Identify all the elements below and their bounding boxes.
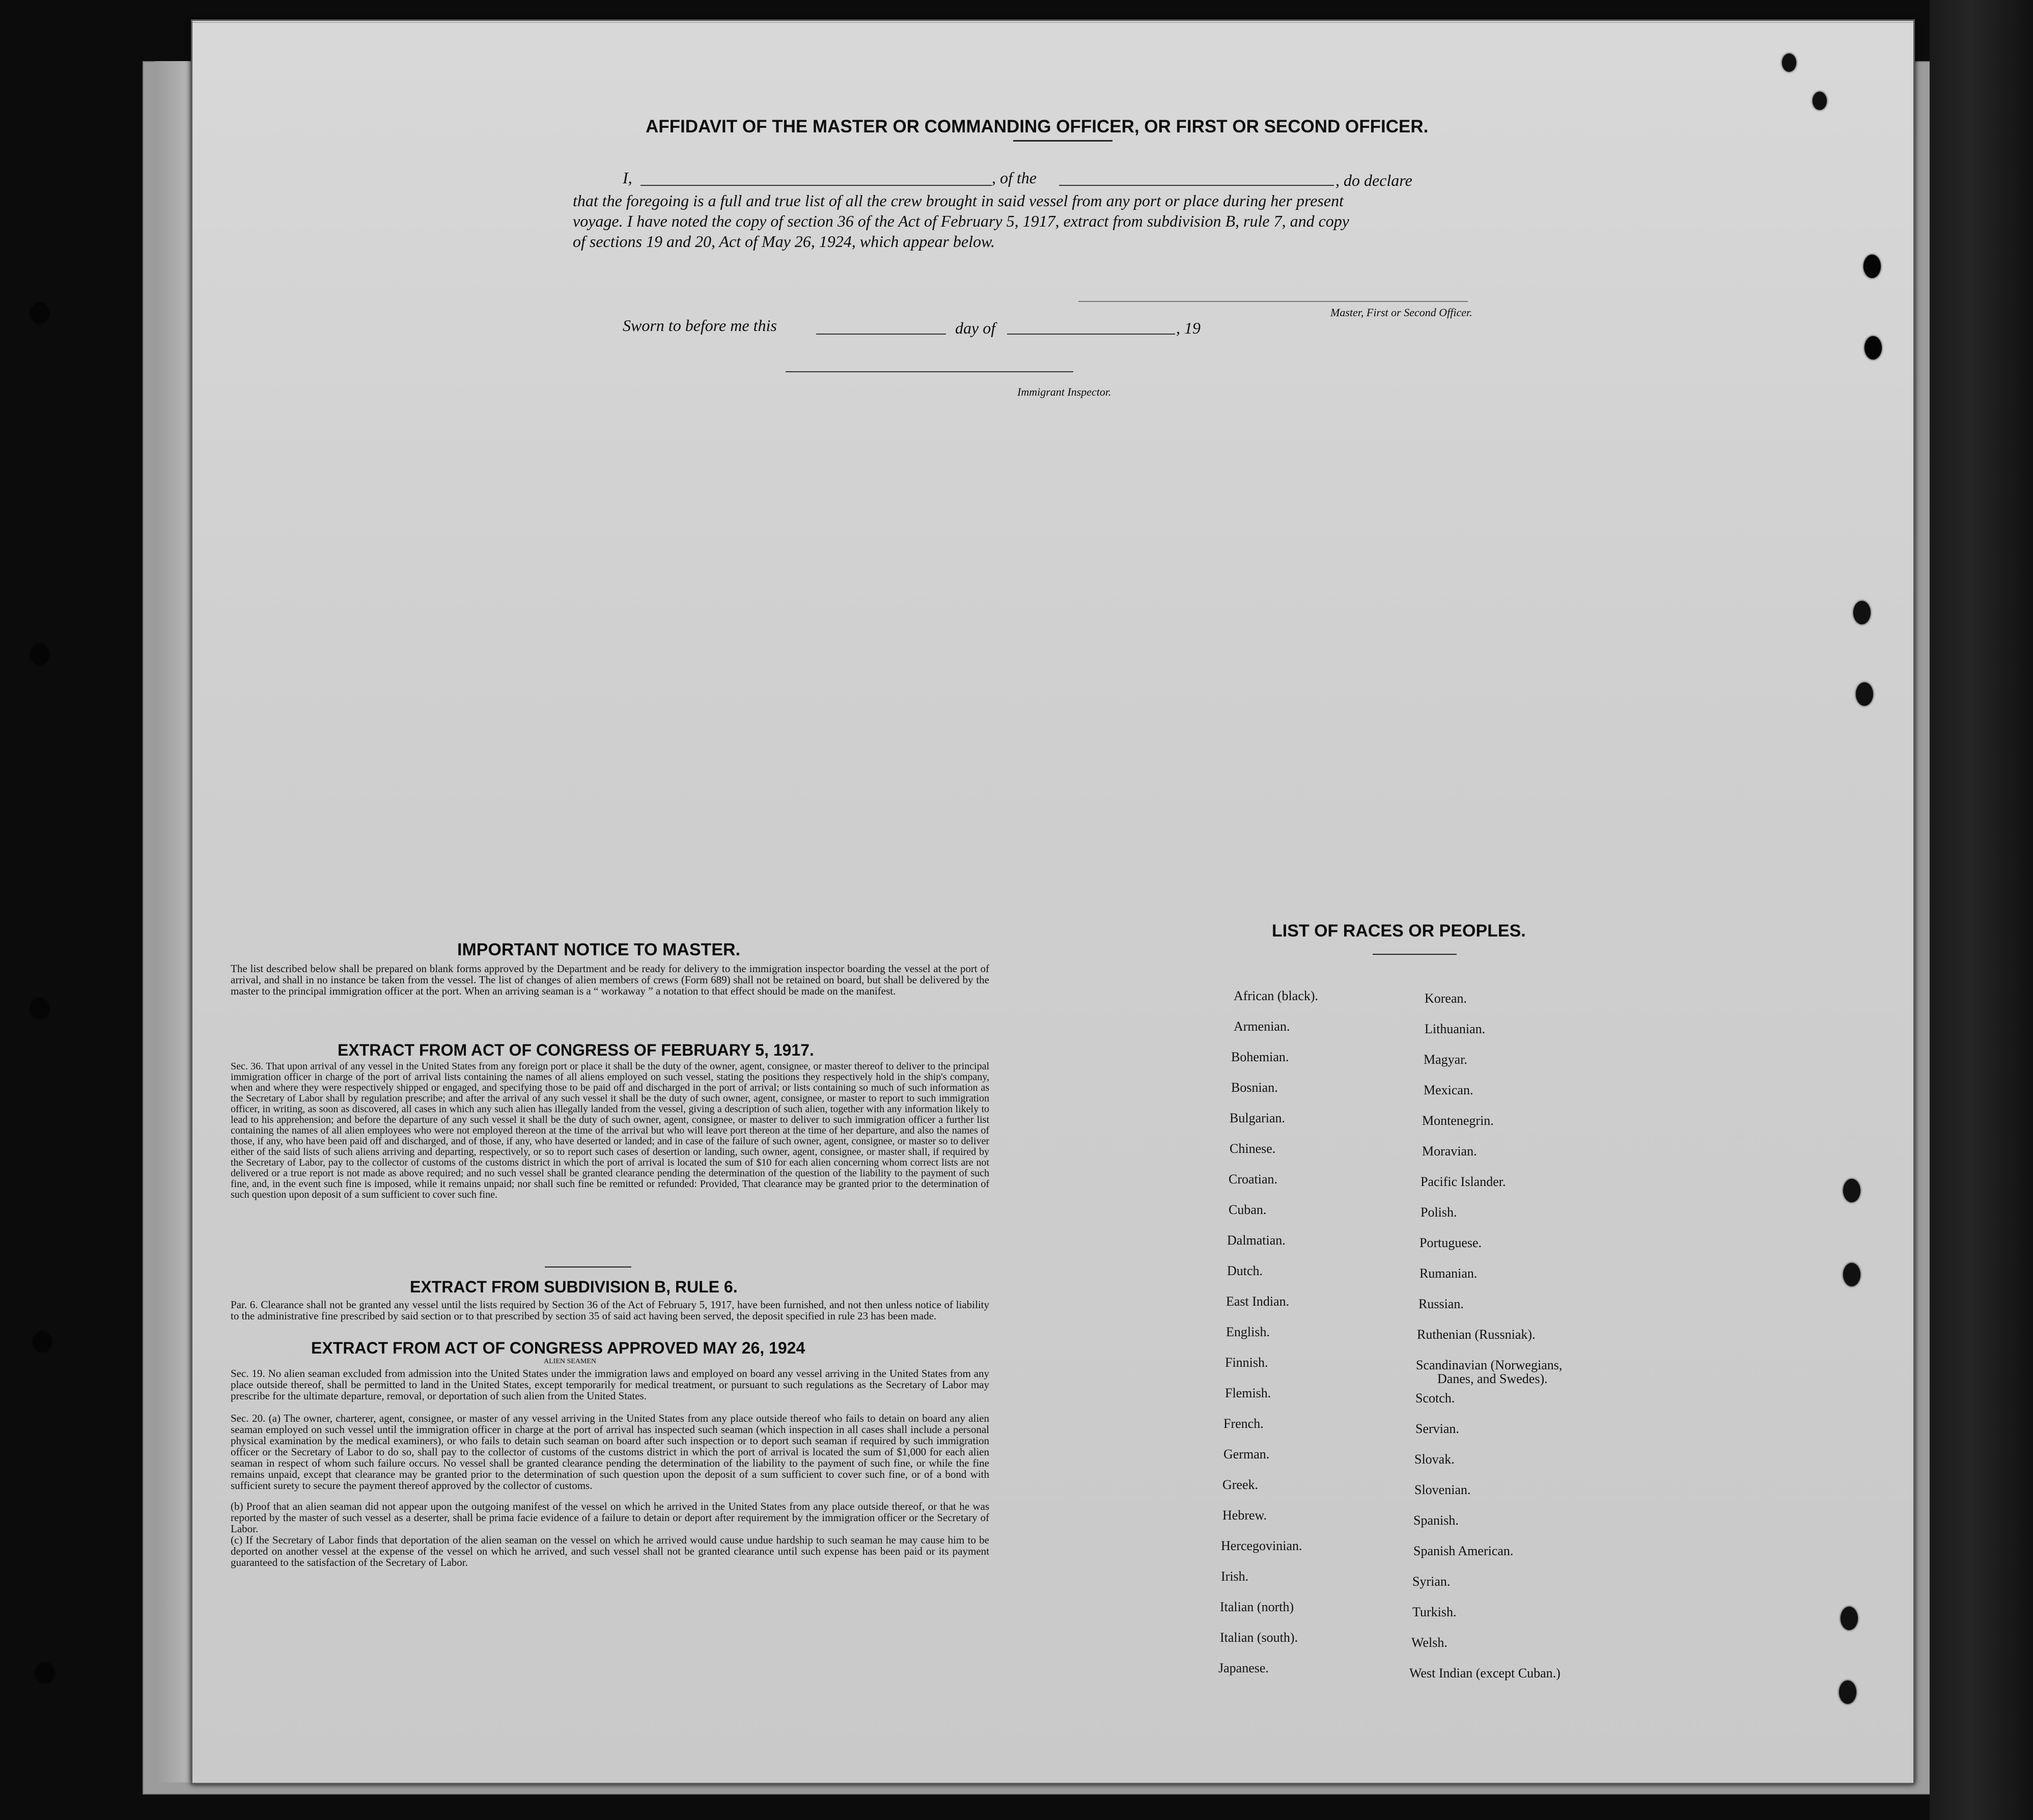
race-item: East Indian. bbox=[1226, 1294, 1290, 1309]
sworn-month-field[interactable] bbox=[1007, 334, 1175, 335]
race-item: West Indian (except Cuban.) bbox=[1409, 1666, 1561, 1680]
race-item: Polish. bbox=[1421, 1205, 1457, 1220]
race-item: Lithuanian. bbox=[1425, 1022, 1486, 1036]
inspector-signature-field[interactable] bbox=[786, 371, 1073, 372]
extract-1924-heading: EXTRACT FROM ACT OF CONGRESS APPROVED MAY 26, 1924 bbox=[311, 1339, 805, 1357]
binding-strip bbox=[155, 61, 191, 1782]
binder-hole bbox=[36, 1663, 54, 1683]
affidavit-page bbox=[191, 19, 1915, 1784]
binder-hole bbox=[1864, 336, 1882, 360]
race-item: Italian (north) bbox=[1220, 1600, 1294, 1614]
affidavit-body-line1: that the foregoing is a full and true list of all the crew brought in said vessel from any port or place during her present bbox=[573, 191, 1344, 210]
scan-edge-right bbox=[1930, 0, 2033, 1820]
affidavit-body-line3: of sections 19 and 20, Act of May 26, 1924, which appear below. bbox=[573, 232, 995, 251]
race-item: Slovak. bbox=[1414, 1452, 1455, 1467]
extract-1917-text: Sec. 36. That upon arrival of any vessel in the United States from any foreign port or place it shall be the duty of the owner, agent, consignee, or master thereof to deliver to the principal immigration officer in charge of the port of arrival lists containing the names of all aliens employed on such vessel, stating the positions they respectively hold in the ship's company, when and where they were respectively shipped or engaged, and specifying those to be paid off and discharged in the port of arrival; or lists containing so much of such information as the Secretary of Labor shall by regulation prescribe; and after the arrival of any such vessel it shall be the duty of such owner, agent, consignee, or master to report to such immigration officer, in writing, as soon as discovered, all cases in which any such alien has illegally landed from the vessel, giving a description of such alien, together with any information likely to lead to his apprehension; and before the departure of any such vessel it shall be the duty of such owner, agent, consignee, or master to deliver to such immigration officer a further list containing the names of all alien employees who were not employed thereon at the time of the arrival but who will leave port thereon at the time of her departure, and also the names of those, if any, who have been paid off and discharged, and of those, if any, who have deserted or landed; and in case of the failure of such owner, agent, consignee, or master so to deliver either of the said lists of such aliens arriving and departing, respectively, or so to report such cases of desertion or landing, such owner, agent, consignee, or master shall, if required by the Secretary of Labor, pay to the collector of customs of the customs district in which the port of arrival is located the sum of $10 for each alien concerning whom correct lists are not delivered or a true report is not made as above required; and no such vessel shall be granted clearance pending the determination of the question of the liability to the payment of such fine, and, in the event such fine is imposed, while it remains unpaid; nor shall such fine be remitted or refunded: Provided, That clearance may be granted prior to the determination of such question upon deposit of a sum sufficient to cover such fine. bbox=[231, 1061, 989, 1200]
binder-hole bbox=[1813, 92, 1827, 110]
day-of-label: day of bbox=[955, 319, 996, 337]
race-item: Dalmatian. bbox=[1227, 1233, 1286, 1248]
subdivision-heading: EXTRACT FROM SUBDIVISION B, RULE 6. bbox=[410, 1278, 738, 1296]
race-item: Croatian. bbox=[1229, 1172, 1278, 1187]
race-item: Hebrew. bbox=[1222, 1508, 1267, 1523]
race-item: German. bbox=[1223, 1447, 1270, 1461]
race-item: Servian. bbox=[1415, 1421, 1459, 1436]
race-item: Greek. bbox=[1222, 1477, 1259, 1492]
race-item: English. bbox=[1226, 1325, 1270, 1339]
race-item: Cuban. bbox=[1229, 1202, 1267, 1217]
race-item: Hercegovinian. bbox=[1221, 1538, 1302, 1553]
race-item: Rumanian. bbox=[1419, 1266, 1478, 1281]
year-label: , 19 bbox=[1176, 319, 1201, 337]
race-item: Bulgarian. bbox=[1230, 1111, 1286, 1125]
race-item: Bohemian. bbox=[1231, 1050, 1289, 1064]
declare-label: , do declare bbox=[1335, 171, 1412, 189]
sec19-text: Sec. 19. No alien seaman excluded from admission into the United States under the immigration laws and employed on board any vessel arriving in the United States from any place outside thereof, shall be permitted to land in the United States, except temporarily for medical treatment, or pursuant to such regulations as the Secretary of Labor may prescribe for the ultimate departure, removal, or deportation of such alien from the United States. bbox=[231, 1367, 989, 1402]
sworn-day-field[interactable] bbox=[816, 334, 946, 335]
race-item: Bosnian. bbox=[1231, 1080, 1278, 1095]
race-item: Irish. bbox=[1221, 1569, 1249, 1584]
race-item: Italian (south). bbox=[1220, 1630, 1298, 1645]
notice-heading: IMPORTANT NOTICE TO MASTER. bbox=[457, 940, 740, 959]
race-item: Mexican. bbox=[1424, 1083, 1473, 1097]
extract-1917-heading: EXTRACT FROM ACT OF CONGRESS OF FEBRUARY 5, 1917. bbox=[338, 1041, 814, 1059]
race-item: Spanish. bbox=[1413, 1513, 1459, 1528]
binder-hole bbox=[1782, 53, 1796, 72]
binder-hole bbox=[1841, 1607, 1858, 1630]
race-item: Portuguese. bbox=[1419, 1235, 1482, 1250]
subdivision-text: Par. 6. Clearance shall not be granted any vessel until the lists required by Section 36 of the Act of February 5, 1917, have been furnished, and not then unless notice of liability to the administrative fine prescribed by said section or to that prescribed by section 35 of said act having been served, the deposit specified in rule 23 has been made. bbox=[231, 1299, 989, 1322]
race-item: Armenian. bbox=[1234, 1019, 1290, 1034]
race-item: Flemish. bbox=[1225, 1386, 1271, 1400]
race-item: Turkish. bbox=[1412, 1605, 1457, 1619]
race-item: French. bbox=[1223, 1416, 1264, 1431]
binder-hole bbox=[1843, 1263, 1860, 1286]
race-item: Pacific Islander. bbox=[1421, 1174, 1506, 1189]
binder-hole bbox=[31, 303, 49, 323]
race-item: Scandinavian (Norwegians, bbox=[1416, 1358, 1563, 1372]
binder-hole bbox=[1863, 255, 1881, 278]
binder-hole bbox=[1856, 682, 1873, 706]
of-the-label: , of the bbox=[992, 169, 1037, 187]
alien-seamen-subheading: ALIEN SEAMEN bbox=[544, 1358, 597, 1365]
master-signature-caption: Master, First or Second Officer. bbox=[1330, 306, 1472, 319]
sworn-label: Sworn to before me this bbox=[623, 316, 777, 335]
race-item: Danes, and Swedes). bbox=[1437, 1371, 1548, 1386]
race-item: Finnish. bbox=[1225, 1355, 1268, 1370]
sec20b-text: (b) Proof that an alien seaman did not appear upon the outgoing manifest of the vessel on which he arrived in the United States from any place outside thereof, or that he was reported by the master of such vessel as a deserter, shall be prima facie evidence of a failure to detain or deport after requirement by the immigration officer or the Secretary of Labor. bbox=[231, 1500, 989, 1535]
affiant-name-field[interactable] bbox=[640, 185, 992, 186]
section-divider bbox=[545, 1266, 631, 1267]
race-item: Moravian. bbox=[1422, 1144, 1477, 1159]
race-item: Montenegrin. bbox=[1422, 1113, 1494, 1128]
race-item: Welsh. bbox=[1411, 1635, 1447, 1650]
race-item: Syrian. bbox=[1412, 1574, 1451, 1589]
binder-hole bbox=[33, 1332, 51, 1352]
binder-hole bbox=[1839, 1680, 1856, 1704]
heading-rule bbox=[1013, 140, 1112, 142]
races-heading: LIST OF RACES OR PEOPLES. bbox=[1272, 921, 1526, 941]
binder-hole bbox=[1843, 1179, 1860, 1202]
race-item: Slovenian. bbox=[1414, 1482, 1471, 1497]
races-rule bbox=[1373, 954, 1457, 955]
inspector-caption: Immigrant Inspector. bbox=[1017, 385, 1111, 398]
affiant-label: I, bbox=[623, 169, 632, 187]
race-item: Chinese. bbox=[1230, 1141, 1276, 1156]
race-item: Spanish American. bbox=[1413, 1543, 1514, 1558]
race-item: Japanese. bbox=[1218, 1661, 1269, 1675]
master-signature-field[interactable] bbox=[1078, 301, 1468, 302]
affidavit-heading: AFFIDAVIT OF THE MASTER OR COMMANDING OFFICER, OR FIRST OR SECOND OFFICER. bbox=[646, 117, 1429, 136]
binder-hole bbox=[31, 998, 49, 1018]
race-item: Ruthenian (Russniak). bbox=[1417, 1327, 1536, 1342]
binder-hole bbox=[31, 644, 49, 665]
race-item: Dutch. bbox=[1227, 1263, 1263, 1278]
sec20c-text: (c) If the Secretary of Labor finds that deportation of the alien seaman on the vessel on which he arrived would cause undue hardship to such seaman he may cause him to be deported on another vessel at the expense of the vessel on which he arrived, and such vessel shall not be granted clearance until such expense has been paid or its payment guaranteed to the satisfaction of the Secretary of Labor. bbox=[231, 1534, 989, 1568]
sec20a-text: Sec. 20. (a) The owner, charterer, agent, consignee, or master of any vessel arriving in the United States from any place outside thereof who fails to detain on board any alien seaman employed on such vessel until the immigration officer in charge at the port of arrival has inspected such seaman (which inspection in all cases shall include a personal physical examination by the medical examiners), or who fails to detain such seaman on board after such inspection or to deport such seaman if required by such immigration officer or the Secretary of Labor to do so, shall pay to the collector of customs of the customs district in which the port of arrival is located the sum of $1,000 for each alien seaman in respect of whom such failure occurs. No vessel shall be granted clearance pending the determination of the liability to the payment of such fine, or while the fine remains unpaid, except that clearance may be granted prior to the determination of such question upon the deposit of a sum sufficient to cover such fine, or of a bond with sufficient surety to secure the payment thereof approved by the collector of customs. bbox=[231, 1412, 989, 1492]
race-item: Scotch. bbox=[1415, 1391, 1455, 1405]
binder-hole bbox=[1853, 601, 1871, 624]
race-item: Magyar. bbox=[1424, 1052, 1467, 1067]
notice-text: The list described below shall be prepared on blank forms approved by the Department and be ready for delivery to the immigration inspector boarding the vessel at the port of arrival, and shall in no instance be taken from the vessel. The list of changes of alien members of crews (Form 689) shall not be retained on board, but shall be delivered by the master to the principal immigration officer at the port. When an arriving seaman is a “ workaway ” a notation to that effect should be made on the manifest. bbox=[231, 962, 989, 997]
vessel-name-field[interactable] bbox=[1059, 185, 1334, 186]
affidavit-body-line2: voyage. I have noted the copy of section 36 of the Act of February 5, 1917, extract from subdivision B, rule 7, and copy bbox=[573, 212, 1349, 230]
race-item: Korean. bbox=[1425, 991, 1467, 1006]
race-item: African (black). bbox=[1234, 988, 1319, 1003]
race-item: Russian. bbox=[1418, 1297, 1464, 1311]
